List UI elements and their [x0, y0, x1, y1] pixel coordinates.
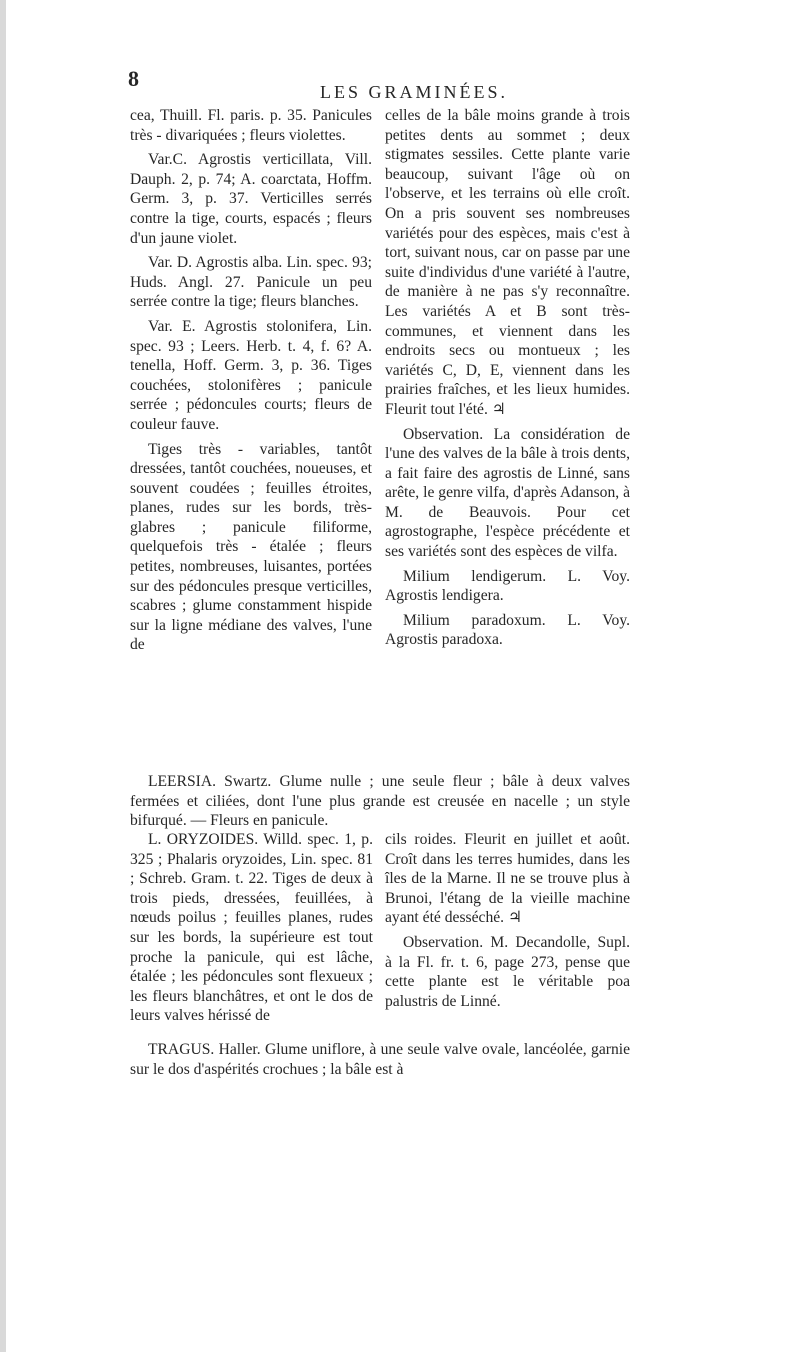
paragraph: Observation. M. Decandolle, Supl. à la Fl. fr. t. 6, page 273, pense que cette plante est le véritable poa palustris de Linné.	[385, 933, 630, 1010]
paragraph: Milium paradoxum. L. Voy. Agrostis paradoxa.	[385, 611, 630, 649]
left-column	[130, 106, 372, 655]
paragraph: celles de la bâle moins grande à trois petites dents au sommet ; deux stigmates sessiles. Cette plante varie beaucoup, suivant l'âge où on l'observe, et les terrains où elle croît. On a pris souvent ses nombreuses variétés pour des espèces, mais c'est à tort, suivant nous, car on passe par une suite d'individus d'une variété à l'autre, de manière à ne pas s'y reconnaître. Les variétés A et B sont très-communes, et viennent dans les endroits secs ou montueux ; les variétés C, D, E, viennent dans les prairies fraîches, et les lieux humides. Fleurit tout l'été. ♃	[385, 107, 630, 418]
paragraph: LEERSIA. Swartz. Glume nulle ; une seule fleur ; bâle à deux valves fermées et ciliées, dont l'une plus grande est creusée en nacelle ; un style bifurqué. — Fleurs en panicule.	[130, 773, 630, 830]
genus-leersia	[130, 772, 630, 831]
paragraph: Var. E. Agrostis stolonifera, Lin. spec. 93 ; Leers. Herb. t. 4, f. 6? A. tenella, Hoff. Germ. 3, p. 36. Tiges couchées, stolonifères ; panicule serrée ; pédoncules courts; fleurs de couleur fauve.	[130, 317, 372, 433]
paragraph: L. ORYZOIDES. Willd. spec. 1, p. 325 ; Phalaris oryzoides, Lin. spec. 81 ; Schreb. Gram. t. 22. Tiges de deux à trois pieds, dressées, feuillées, à nœuds poilus ; feuilles planes, rudes sur les bords, la supérieure est tout proche la panicule, qui est lâche, étalée ; les pédoncules sont flexueux ; les fleurs blanchâtres, et ont le dos de leurs valves hérissé de	[130, 831, 373, 1025]
right-column-lower	[385, 830, 630, 1011]
right-column	[385, 106, 630, 650]
page-number: 8	[128, 66, 139, 91]
paragraph: cils roides. Fleurit en juillet et août. Croît dans les terres humides, dans les îles de la Marne. Il ne se trouve plus à Brunoi, l'étang de la vieille machine ayant été desséché. ♃	[385, 831, 630, 927]
genus-tragus	[130, 1040, 630, 1079]
left-column-lower	[130, 830, 373, 1026]
paragraph: Milium lendigerum. L. Voy. Agrostis lendigera.	[385, 567, 630, 605]
paragraph: Var. D. Agrostis alba. Lin. spec. 93; Huds. Angl. 27. Panicule un peu serrée contre la tige; fleurs blanches.	[130, 254, 372, 311]
binding-edge	[0, 0, 6, 1352]
running-title: LES GRAMINÉES.	[320, 82, 509, 102]
paragraph: Tiges très - variables, tantôt dressées, tantôt couchées, noueuses, et souvent coudées ; feuilles étroites, planes, rudes sur les bords, très-glabres ; panicule filiforme, quelquefois très - étalée ; fleurs petites, nombreuses, luisantes, portées sur des pédoncules presque verticilles, scabres ; glume constamment hispide sur la ligne médiane des valves, l'une de	[130, 440, 372, 654]
paragraph: cea, Thuill. Fl. paris. p. 35. Panicules très - divariquées ; fleurs violettes.	[130, 107, 372, 144]
paragraph: Var.C. Agrostis verticillata, Vill. Dauph. 2, p. 74; A. coarctata, Hoffm. Germ. 3, p. 37. Verticilles serrés contre la tige, courts, espacés ; fleurs d'un jaune violet.	[130, 151, 372, 247]
paragraph: Observation. La considération de l'une des valves de la bâle à trois dents, a fait faire des agrostis de Linné, sans arête, le genre vilfa, d'après Adanson, à M. de Beauvois. Pour cet agrostographe, l'espèce précédente et ses variétés sont des espèces de vilfa.	[385, 425, 630, 561]
paragraph: TRAGUS. Haller. Glume uniflore, à une seule valve ovale, lancéolée, garnie sur le dos d'aspérités crochues ; la bâle est à	[130, 1041, 630, 1078]
